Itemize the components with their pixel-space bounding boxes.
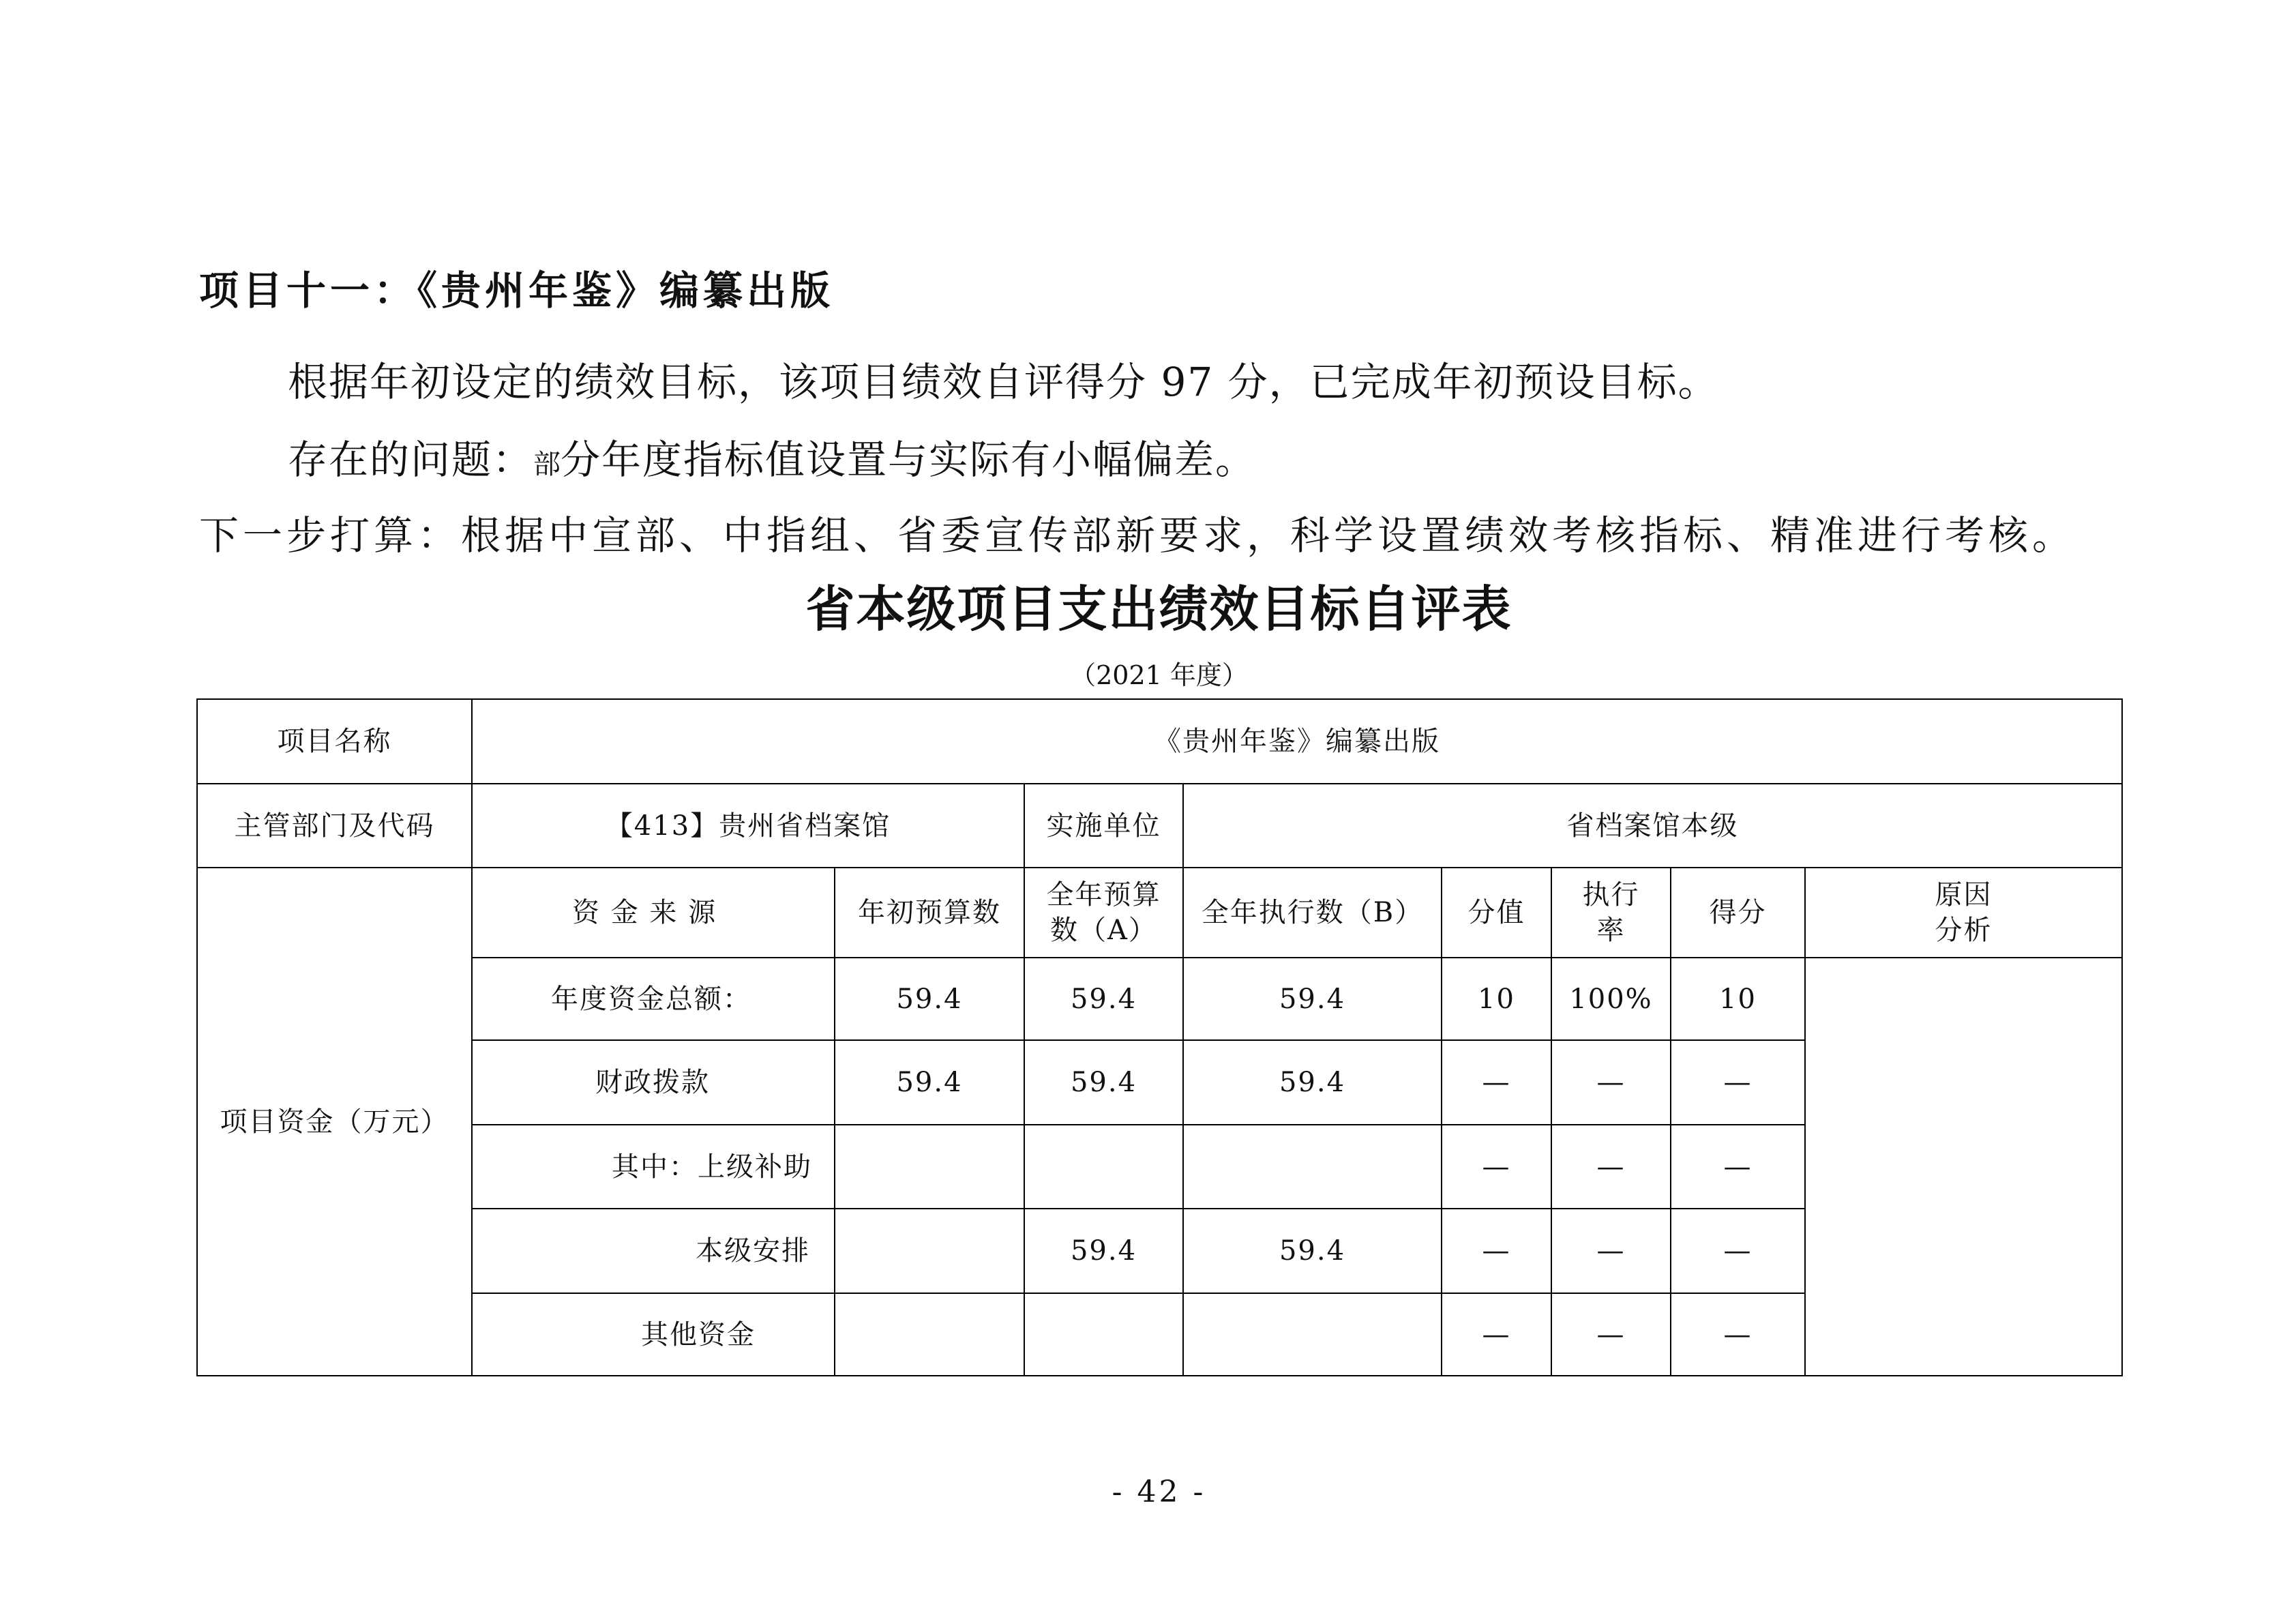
issues-small-char: 部 xyxy=(533,449,561,480)
header-execution-rate: 执行 率 xyxy=(1551,868,1671,958)
score-cell: — xyxy=(1671,1040,1805,1125)
header-reason: 原因 分析 xyxy=(1805,868,2122,958)
fund-source-cell: 其他资金 xyxy=(472,1293,835,1376)
score-value-cell: — xyxy=(1442,1293,1551,1376)
execution-rate-cell: — xyxy=(1551,1040,1671,1125)
project-heading: 项目十一：《贵州年鉴》编纂出版 xyxy=(199,267,835,314)
initial-budget-cell xyxy=(835,1209,1024,1293)
project-name-label: 项目名称 xyxy=(197,699,472,784)
annual-executed-cell: 59.4 xyxy=(1183,958,1442,1040)
table-row-project-name xyxy=(197,699,2122,784)
issues-text: 分年度指标值设置与实际有小幅偏差。 xyxy=(561,437,1257,483)
execution-rate-cell: — xyxy=(1551,1293,1671,1376)
initial-budget-cell xyxy=(835,1293,1024,1376)
annual-budget-cell: 59.4 xyxy=(1024,958,1183,1040)
score-value-cell: — xyxy=(1442,1125,1551,1209)
score-cell: — xyxy=(1671,1209,1805,1293)
execution-rate-cell: — xyxy=(1551,1209,1671,1293)
execution-rate-cell: — xyxy=(1551,1125,1671,1209)
annual-budget-cell: 59.4 xyxy=(1024,1209,1183,1293)
annual-executed-cell xyxy=(1183,1293,1442,1376)
score-cell: 10 xyxy=(1671,958,1805,1040)
header-initial-budget: 年初预算数 xyxy=(835,868,1024,958)
annual-budget-cell xyxy=(1024,1125,1183,1209)
execution-rate-cell: 100% xyxy=(1551,958,1671,1040)
fund-source-cell: 财政拨款 xyxy=(472,1040,835,1125)
score-cell: — xyxy=(1671,1125,1805,1209)
table-year: （2021 年度） xyxy=(1070,660,1248,690)
project-name-value: 《贵州年鉴》编纂出版 xyxy=(472,699,2122,784)
annual-executed-cell: 59.4 xyxy=(1183,1209,1442,1293)
table-row xyxy=(197,958,2122,1040)
next-steps-paragraph: 下一步打算：根据中宣部、中指组、省委宣传部新要求，科学设置绩效考核指标、精准进行考核。 xyxy=(199,512,2076,559)
header-score-value: 分值 xyxy=(1442,868,1551,958)
initial-budget-cell: 59.4 xyxy=(835,958,1024,1040)
annual-executed-cell: 59.4 xyxy=(1183,1040,1442,1125)
initial-budget-cell: 59.4 xyxy=(835,1040,1024,1125)
header-annual-budget: 全年预算 数（A） xyxy=(1024,868,1183,958)
fund-source-cell: 本级安排 xyxy=(472,1209,835,1293)
department-value: 【413】贵州省档案馆 xyxy=(472,784,1024,868)
score-value-cell: — xyxy=(1442,1040,1551,1125)
implementer-label: 实施单位 xyxy=(1024,784,1183,868)
fund-source-cell: 年度资金总额： xyxy=(472,958,835,1040)
annual-budget-cell: 59.4 xyxy=(1024,1040,1183,1125)
header-score: 得分 xyxy=(1671,868,1805,958)
issues-paragraph xyxy=(288,437,2293,484)
department-label: 主管部门及代码 xyxy=(197,784,472,868)
implementer-value: 省档案馆本级 xyxy=(1183,784,2122,868)
annual-executed-cell xyxy=(1183,1125,1442,1209)
header-annual-executed: 全年执行数（B） xyxy=(1183,868,1442,958)
table-header-row xyxy=(197,868,2122,958)
page-number: - 42 - xyxy=(1112,1475,1206,1509)
annual-budget-cell xyxy=(1024,1293,1183,1376)
initial-budget-cell xyxy=(835,1125,1024,1209)
performance-summary-paragraph: 根据年初设定的绩效目标，该项目绩效自评得分 97 分，已完成年初预设目标。 xyxy=(288,359,1719,405)
issues-prefix: 存在的问题： xyxy=(288,437,534,483)
score-cell: — xyxy=(1671,1293,1805,1376)
self-evaluation-table xyxy=(196,698,2123,1376)
score-value-cell: 10 xyxy=(1442,958,1551,1040)
table-row-department xyxy=(197,784,2122,868)
funds-label: 项目资金（万元） xyxy=(197,868,472,1376)
table-title: 省本级项目支出绩效目标自评表 xyxy=(805,580,1512,638)
score-value-cell: — xyxy=(1442,1209,1551,1293)
reason-analysis-cell xyxy=(1805,958,2122,1376)
header-fund-source: 资 金 来 源 xyxy=(472,868,835,958)
fund-source-cell: 其中：上级补助 xyxy=(472,1125,835,1209)
